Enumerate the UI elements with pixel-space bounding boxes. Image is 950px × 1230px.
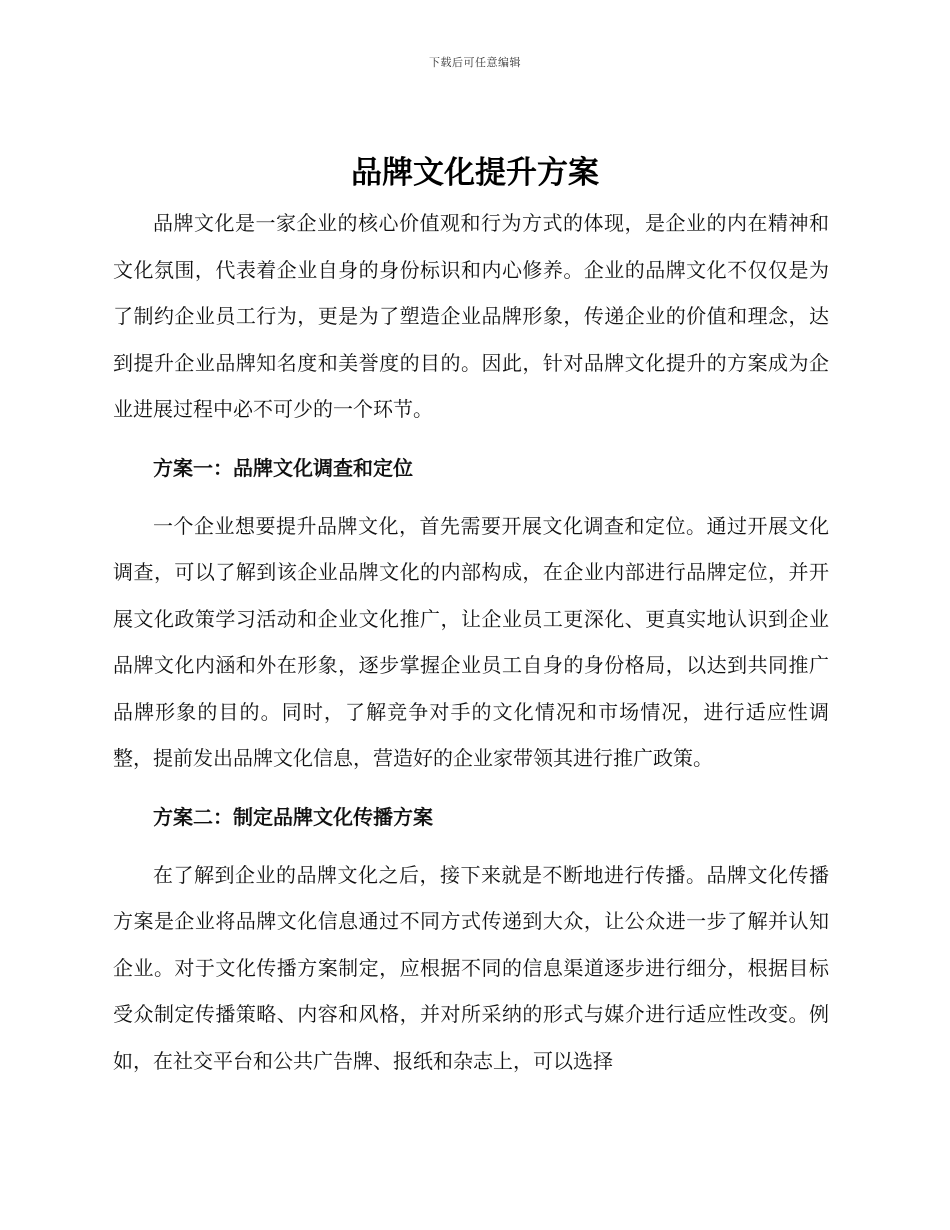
- section-heading-2: 方案二：制定品牌文化传播方案: [153, 804, 433, 829]
- intro-paragraph: 品牌文化是一家企业的核心价值观和行为方式的体现，是企业的内在精神和文化氛围，代表着企业自身的身份标识和内心修养。企业的品牌文化不仅仅是为了制约企业员工行为，更是为了塑造企业品牌形象，传递企业的价值和理念，达到提升企业品牌知名度和美誉度的目的。因此，针对品牌文化提升的方案成为企业进展过程中必不可少的一个环节。: [113, 211, 829, 421]
- section-paragraph-2: 在了解到企业的品牌文化之后，接下来就是不断地进行传播。品牌文化传播方案是企业将品牌文化信息通过不同方式传递到大众，让公众进一步了解并认知企业。对于文化传播方案制定，应根据不同的信息渠道逐步进行细分，根据目标受众制定传播策略、内容和风格，并对所采纳的形式与媒介进行适应性改变。例如，在社交平台和公共广告牌、报纸和杂志上，可以选择: [113, 862, 829, 1073]
- document-body: [113, 200, 829, 1084]
- section-paragraph-1: 一个企业想要提升品牌文化，首先需要开展文化调查和定位。通过开展文化调查，可以了解到该企业品牌文化的内部构成，在企业内部进行品牌定位，并开展文化政策学习活动和企业文化推广，让企业员工更深化、更真实地认识到企业品牌文化内涵和外在形象，逐步掌握企业员工自身的身份格局，以达到共同推广品牌形象的目的。同时，了解竞争对手的文化情况和市场情况，进行适应性调整，提前发出品牌文化信息，营造好的企业家带领其进行推广政策。: [113, 513, 829, 770]
- section-heading-1: 方案一：品牌文化调查和定位: [153, 455, 413, 480]
- header-note: 下载后可任意编辑: [429, 56, 521, 69]
- document-title: 品牌文化提升方案: [351, 155, 599, 191]
